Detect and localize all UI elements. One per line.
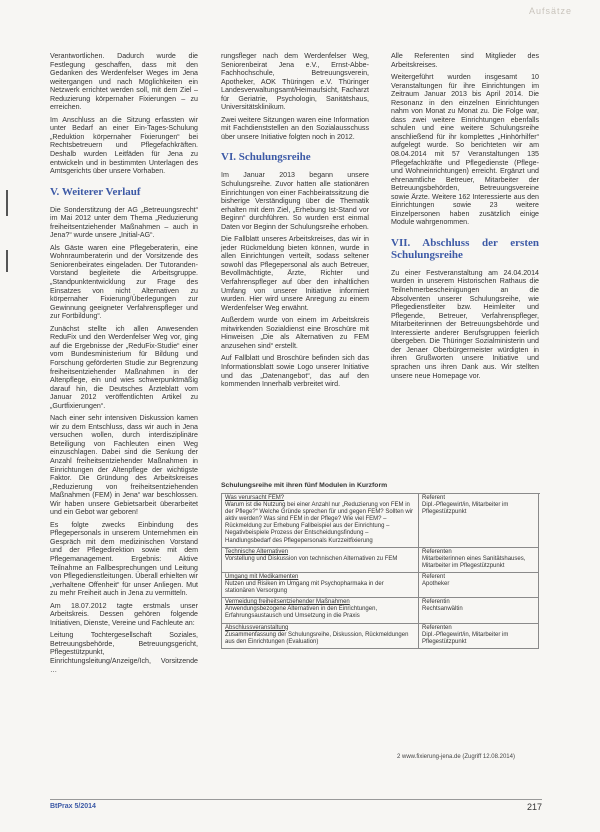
paragraph: Nach einer sehr intensiven Diskussion kamen wir zu dem Entschluss, dass wir auch in Jena versuchen wollen, durch interdisziplinäre Beteiligung von Fachleuten einen Weg einzuschlagen. Dabei sind die Senkung der Anzahl freiheitsentziehender Maßnahmen in Einrichtungen der Altenpflege der wichtigste Faktor. Die Gründung des Arbeitskreises „Reduzierung von freiheitsentziehenden Maßnahmen (FEM) in Jena“ war beschlossen. Wir haben unsere Gebietsarbeit überarbeitet und ein Gebot war geboren! (50, 414, 198, 517)
referent-value: Dipl.-Pflegewirt/in, Mitarbeiter im Pflegestützpunkt (422, 502, 509, 516)
paragraph: Auf Fallblatt und Broschüre befinden sich das Informationsblatt sowie Logo unserer Initiative und das „Datenangebot“, das auf den kommenden Innerhalb verbreitet wird. (221, 354, 369, 389)
paragraph: Leitung Tochtergesellschaft Soziales, Betreuungsbehörde, Betreuungsgericht, Pflegestützpunkt, Einrichtungsleitung/Anzeige/Ich, Vorsitzende … (50, 631, 198, 674)
table-cell-module (222, 624, 419, 649)
module-description: Zusammenfassung der Schulungsreihe, Diskussion, Rückmeldungen aus den Einrichtungen (Evaluation) (225, 631, 409, 645)
paragraph: Die Fallblatt unseres Arbeitskreises, das wir in jeder Rückmeldung bieten können, wurde in allen Einrichtungen verteilt, sodass seltener sowohl das Pflegepersonal als auch Betreuer, Bevollmächtigte, Ärzte, Richter und Verfahrenspfleger auf über den inhaltlichen Umfang von unserer Initiative informiert wurden. Hier wird unsere Anregung zu einem Werdenfelser Weg erwähnt. (221, 235, 369, 312)
footnote: 2 www.fixierung-jena.de (Zugriff 12.08.2014) (397, 754, 515, 760)
paragraph: rungsfleger nach dem Werdenfelser Weg, Seniorenbeirat Jena e.V., Ernst-Abbe-Fachhochschule, Betreuungsverein, Apotheker, AOK Thüringen e.V. Thüringer Landesverwaltungsamt/Heimaufsicht, Facharzt für Geriatrie, Psychologin, Sanitätshaus, Universitätsklinikum. (221, 52, 369, 112)
paragraph: Am 18.07.2012 tagte erstmals unser Arbeitskreis. Dessen gehören folgende Initiativen, Dienste, Vereine und Fachleute an: (50, 601, 198, 627)
paragraph: Im Anschluss an die Sitzung erfassten wir unter Bedarf an einer Ein-Tages-Schulung „Reduktion körpernaher Fixierungen“ bei Rechtsbetreuern und Pflegefachkräften. Deshalb wurden Leitfäden für Jena zu entwickeln und in bestimmten Unterlagen des Amtsgerichts über unsere Vorhaben. (50, 115, 198, 176)
table-cell-module (222, 598, 419, 623)
table-title: Schulungsreihe mit ihren fünf Modulen in Kurzform (221, 482, 388, 489)
page-number: 217 (526, 802, 542, 812)
table-cell-module (222, 573, 419, 598)
paragraph: Die Sonderstitzung der AG „Betreuungsrecht“ im Mai 2012 unter dem Thema „Reduzierung freiheitsentziehender Maßnahmen – auch in Jena?“ wurde unsere „Initial-AG“. (50, 205, 198, 240)
paragraph: Im Januar 2013 begann unsere Schulungsreihe. Zuvor hatten alle stationären Einrichtungen von einer Fachbeiratssitzung die bisherige Verständigung über die Thematik erhalten mit dem Ziel, „Erhebung Ist-Stand vor Beginn“ durchführen. So wurden erst einmal Daten vor Beginn der Schulungsreihe erhoben. (221, 171, 369, 231)
module-title: Vermeidung freiheitsentziehender Maßnahmen (225, 599, 350, 606)
section-heading: VII. Abschluss der ersten Schulungsreihe (391, 236, 539, 261)
table-cell-referent (419, 548, 539, 573)
module-title: Was verursacht FEM? (225, 495, 285, 501)
section-heading: VI. Schulungsreihe (221, 151, 311, 164)
referent-label: Referent (422, 495, 446, 501)
margin-mark (6, 250, 8, 272)
table-grid (221, 493, 540, 649)
module-title: Technische Alternativen (225, 548, 289, 555)
referent-label: Referentin (422, 599, 450, 606)
text-column-2 (221, 52, 369, 393)
module-description: Warum ist die Nutzung bei einer Anzahl nur „Reduzierung von FEM in der Pflege?“ Welche Gründe sprechen für und gegen FEM? Sollten wir aktiv werden? Was sind FEM in der Pflege? Wie viel FEM? – Rückmeldung zur Erhebung Fallbeispiel aus der Einrichtung – Negativbeispiele Prozess der Entscheidungsfindung – Handlungsbedarf des Pflegepersonals Kurzzeitfixierung (225, 502, 413, 544)
text-column-3 (391, 52, 539, 384)
paragraph: Außerdem wurde von einem im Arbeitskreis mitwirkenden Sozialdienst eine Broschüre mit Hinweisen „Die als Alternativen zu FEM anzusehen sind“ erstellt. (221, 316, 369, 350)
referent-value: Mitarbeiterinnen eines Sanitätshauses, Mitarbeiter im Pflegestützpunkt (422, 555, 526, 569)
module-description: Nutzen und Risiken im Umgang mit Psychopharmaka in der stationären Versorgung (225, 581, 384, 595)
table-cell-referent (419, 624, 539, 649)
referent-value: Apotheker (422, 581, 450, 588)
margin-mark (6, 190, 8, 216)
text-column-1 (50, 52, 198, 678)
journal-issue: BtPrax 5/2014 (50, 803, 96, 810)
section-heading: V. Weiterer Verlauf (50, 185, 141, 198)
module-title: Umgang mit Medikamenten (225, 573, 299, 580)
module-title: Abschlussveranstaltung (225, 624, 289, 631)
referent-label: Referent (422, 573, 446, 580)
paragraph: Weitergeführt wurden insgesamt 10 Veranstaltungen für ihre Einrichtungen im Zeitraum Januar 2013 bis April 2014. Die Resonanz in den einzelnen Einrichtungen nahm von Monat zu Monat zu. Die Folge war, dass zwei weitere Einrichtungen ebenfalls schulen und eine weitere Schulungsreihe anschließend für ihr komplettes „Hinhörhilfer“ aufgelegt wurde. So berichteten wir am 08.04.2014 mit 57 Veranstaltungen 135 Pflegefachkräfte und Pflegedienste (Pflege- und Wohneinrichtungen) erreicht. Ergänzt und ehrenamtliche Betreuer, Mitarbeiter der Betreuungsbehörden, Betreuungsvereine sowie Ärzte. Weitere 162 Interessierte aus den Einrichtungen sowie 23 weitere Einzelpersonen haben zusätzlich einige Module wahrgenommen. (391, 73, 539, 227)
paragraph: Zwei weitere Sitzungen waren eine Information mit Fachdienststellen an den Sozialausschuss über unsere Initiative folgten noch in 2012. (221, 115, 369, 141)
table-cell-referent (419, 573, 539, 598)
referent-value: Dipl.-Pflegewirt/in, Mitarbeiter im Pflegestützpunkt (422, 631, 509, 645)
paragraph: Zunächst stellte ich allen Anwesenden ReduFix und den Werdenfelser Weg vor, ging auf die Ergebnisse der „ReduFix-Studie“ einer vom Bundesministerium für Bildung und Forschung geförderten Studie zur Begrenzung freiheitsentziehender Maßnahmen in der Altenpflege, ein und wies schwerpunktmäßig darauf hin, die Deutsches Ärzteblatt vom Januar 2012 veröffentlichten Artikel zu „Gurtfixierungen“. (50, 324, 198, 410)
running-header: Aufsätze (528, 6, 572, 16)
referent-value: Rechtsanwältin (422, 606, 463, 613)
schedule-table (221, 482, 540, 649)
paragraph: Zu einer Festveranstaltung am 24.04.2014 wurden in unserem Historischen Rathaus die Teilnehmerbescheinigungen an die Absolventen unserer Schulungsreihe, wie Pflegedienstleiter bzw. Heimleiter und Pflegende, Betreuer, Verfahrenspfleger, Mitarbeiterinnen der Betreuungsbehörde und Interessierte anderer Berufsgruppen feierlich übergeben. Die Thüringer Sozialministerin und der Jenaer Oberbürgermeister würdigten in ihren Grußworten unsere Initiative und sprachen uns ihren Dank aus. Wir stellten unsere neue Homepage vor. (391, 268, 539, 380)
paragraph: Es folgte zwecks Einbindung des Pflegepersonals in unserem Unternehmen ein Gespräch mit dem medizinischen Vorstand und der Pflegedirektion sowie mit dem Pflegemanagement. Ergebnis: Aktive Teilnahme an Fallbesprechungen und Leitung von Pflegedienstleitungen. Überall erhielten wir „verhaltene Offenheit“ für unser Anliegen. Mut zu mehr Freiheit auch in Jena zu vermitteln. (50, 520, 198, 598)
paragraph: Alle Referenten sind Mitglieder des Arbeitskreises. (391, 52, 539, 69)
table-cell-referent (419, 598, 539, 623)
paragraph: Als Gäste waren eine Pflegeberaterin, eine Wohnraumberaterin und der Vorsitzende des Seniorenbeirates eingeladen. Der Tutoranden-Vorstand begleitete die Arbeitsgruppe. „Standpunktentwicklung zur Frage des Einsatzes von nicht Alternativen zu körpernaher Fixierung/Überlegungen zur Gewinnung geeigneter Verfahrenspfleger und zur Fortbildung“. (50, 243, 198, 321)
footer-divider (50, 799, 542, 800)
table-cell-module (222, 494, 419, 548)
paragraph: Verantwortlichen. Dadurch wurde die Festlegung geschaffen, dass mit den Gedanken des Werdenfelser Weges im Jena weitergangen und nach Möglichkeiten ein Netzwerk errichtet werden soll, mit dem Ziel – Reduzierung körpernaher Fixierungen – zu erreichen. (50, 52, 198, 112)
module-description: Anwendungsbezogene Alternativen in den Einrichtungen, Erfahrungsaustausch und Umsetzung in die Praxis (225, 606, 378, 620)
table-cell-referent (419, 494, 539, 548)
table-cell-module (222, 548, 419, 573)
module-description: Vorstellung und Diskussion von technischen Alternativen zu FEM (225, 555, 398, 562)
referent-label: Referenten (422, 624, 452, 631)
referent-label: Referenten (422, 548, 452, 555)
